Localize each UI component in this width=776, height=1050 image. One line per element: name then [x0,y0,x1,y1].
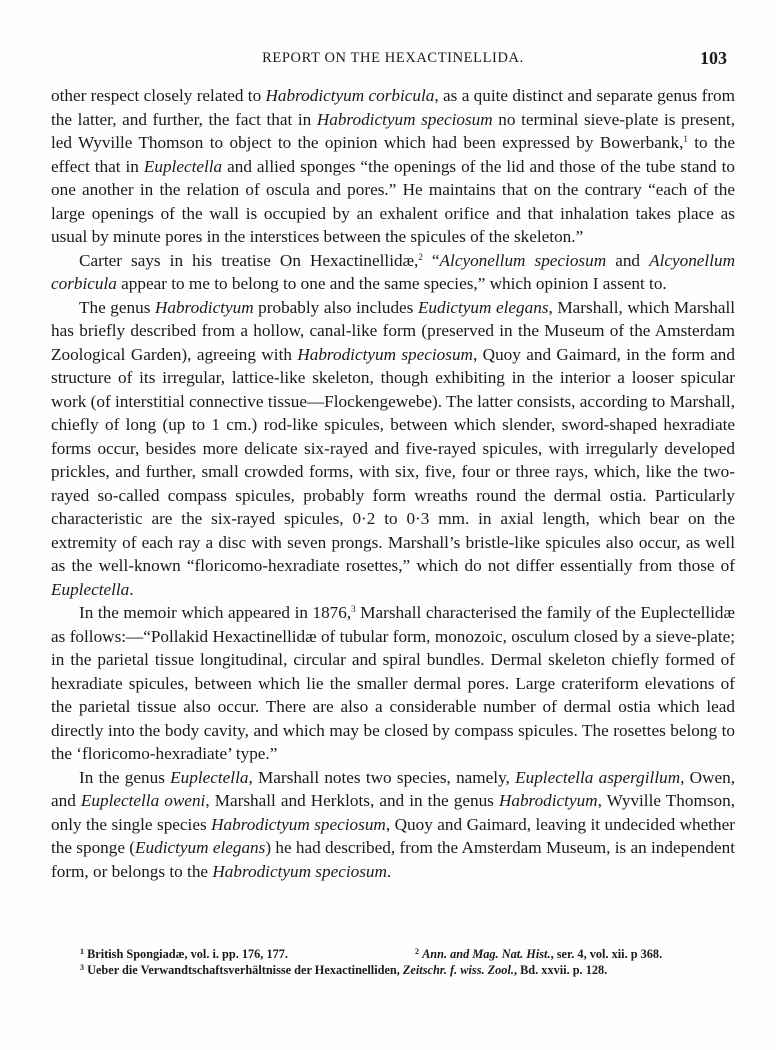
running-title: REPORT ON THE HEXACTINELLIDA. [262,50,524,66]
paragraph: In the genus Euplectella, Marshall notes two species, namely, Euplectella aspergillum, Owen, and Euplectella oweni, Marshall and Herklots, and in the genus Habrodictyum, Wyville Thomson, only the single species Habrodictyum speciosum, Quoy and Gaimard, leaving it undecided whether the sponge (Eudictyum elegans) he had described, from the Amsterdam Museum, is an independent form, or belongs to the Habrodictyum speciosum. [51,767,735,881]
footnote: $^3$ Ueber die Verwandtschaftsverhältnisse der Hexactinelliden, Zeitschr. f. wiss. Zool., Bd. xxvii. p. 128. [80,963,608,977]
italic-term: Eudictyum elegans [417,297,549,317]
footnote-mark: 1 [80,947,84,956]
paragraph: The genus Habrodictyum probably also includes Eudictyum elegans, Marshall, which Marshall has briefly described from a hollow, canal-like form (preserved in the Museum of the Amsterdam Zoological Garden), agreeing with Habrodictyum speciosum, Quoy and Gaimard, in the form and structure of its irregular, lattice-like skeleton, though exhibiting in the interior a looser spicular work (of interstitial connective tissue—Flockengewebe). The latter consists, according to Marshall, chiefly of long (up to 1 cm.) rod-like spicules, between which slender, sword-shaped hexradiate forms occur, besides more delicate six-rayed and five-rayed spicules, with irregularly developed prickles, and further, small crowded forms, with six, five, four or three rays, which, like the two-rayed so-called compass spicules, probably form wreaths round the dermal ostia. Particularly characteristic are the six-rayed spicules, 0·2 to 0·3 mm. in axial length, which bear on the extremity of each ray a disc with seven prongs. Marshall’s bristle-like spicules also occur, as well as the well-known “floricomo-hexradiate rosettes,” which do not differ essentially from those of Euplectella. [51,297,735,599]
paragraph: In the memoir which appeared in 1876,$^3$ Marshall characterised the family of the Euplectellidæ as follows:—“Pollakid Hexactinellidæ of tubular form, monozoic, osculum closed by a sieve-plate; in the parietal tissue longitudinal, circular and spiral bundles. Dermal skeleton chiefly formed of hexradiate spicules, between which lie the smaller dermal pores. Large crateriform elevations of the parietal tissue also occur. There are also a considerable number of dermal ostia which lead directly into the body cavity, and which may be closed by compass spicules. The rosettes belong to the ‘floricomo-hexradiate’ type.” [51,603,735,763]
italic-term: Euplectella [51,579,130,599]
italic-term: Ann. and Mag. Nat. Hist. [422,947,551,961]
italic-term: Eudictyum elegans [135,838,266,857]
italic-term: Euplectella aspergillum [515,767,681,787]
italic-term: Alcyonellum speciosum [439,250,607,270]
italic-term: Habrodictyum speciosum [212,861,387,881]
paragraph: other respect closely related to Habrodictyum corbicula, as a quite distinct and separate genus from the latter, and further, the fact that in Habrodictyum speciosum no terminal sieve-plate is present, led Wyville Thomson to object to the opinion which had been expressed by Bowerbank,$^1$ to the effect that in Euplectella and allied sponges “the openings of the lid and those of the tube stand to one another in the relation of oscula and pores.” He maintains that on the contrary “each of the large openings of the wall is occupied by an exhalent orifice and that inhalation takes place as usual by minute pores in the interstices between the spicules of the skeleton.” [51,86,736,246]
page-number: 103 [700,48,727,68]
italic-term: Alcyonellum corbicula [51,250,735,293]
footnote-row-1 [80,946,740,962]
italic-term: Habrodictyum speciosum [211,814,386,834]
italic-term: Habrodictyum corbicula [265,86,435,105]
italic-term: Habrodictyum speciosum [297,344,473,364]
footnote-ref: 2 [418,251,423,262]
italic-term: Zeitschr. f. wiss. Zool. [402,963,514,977]
footnote-mark: 3 [80,963,84,972]
footnote-ref: 3 [351,604,356,614]
paragraph: Carter says in his treatise On Hexactinellidæ,$^2$ “Alcyonellum speciosum and Alcyonellum corbicula appear to me to belong to one and the same species,” which opinion I assent to. [51,250,735,293]
italic-term: Habrodictyum [154,297,254,317]
italic-term: Euplectella [143,156,223,176]
footnote-mark: 2 [415,947,419,956]
italic-term: Euplectella oweni [80,791,206,810]
italic-term: Habrodictyum speciosum [316,109,493,129]
running-header [51,48,735,72]
footnote: $^1$ British Spongiadæ, vol. i. pp. 176, 177. [80,947,288,961]
footnote-ref: 1 [683,134,688,144]
italic-term: Habrodictyum [498,791,598,810]
italic-term: Euplectella [170,767,249,787]
footnote: $^2$ Ann. and Mag. Nat. Hist., ser. 4, vol. xii. p 368. [415,947,663,961]
footnotes [80,946,740,978]
footnote-row-2 [80,962,740,978]
body-text [51,84,735,883]
